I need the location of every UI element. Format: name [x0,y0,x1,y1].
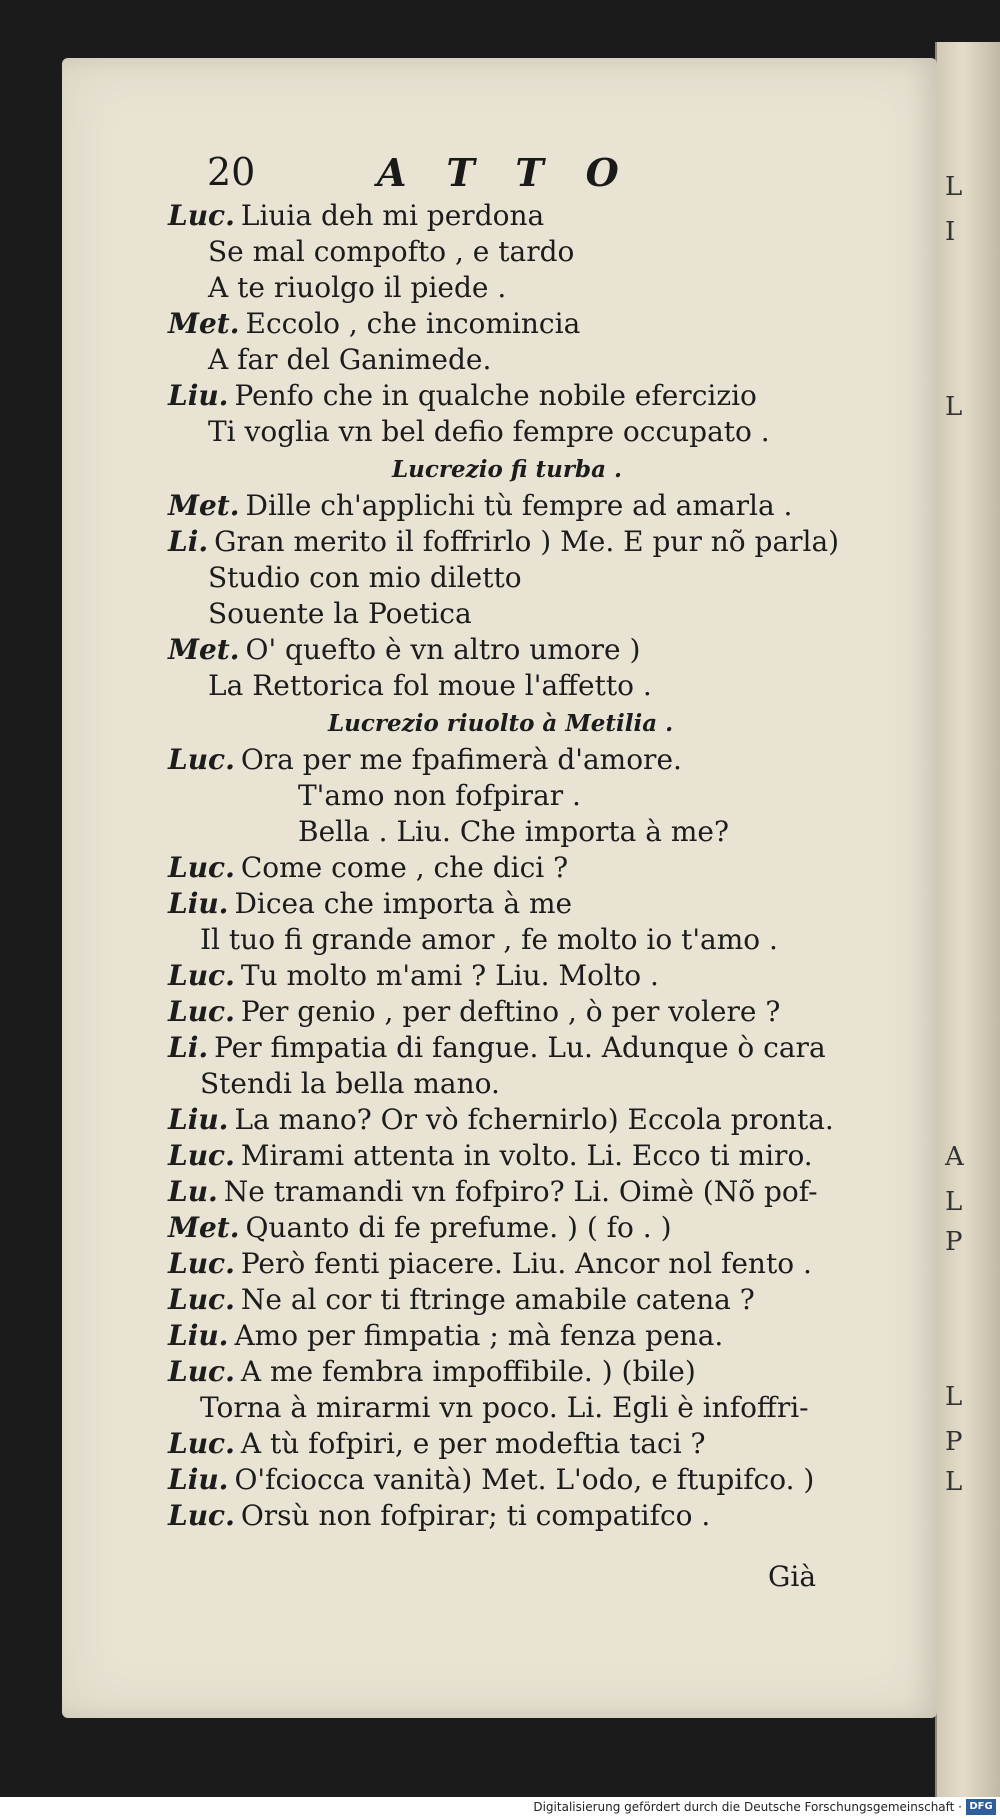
line-text: Se mal compofto , e tardo [208,235,575,268]
speaker-label: Luc. [168,1283,235,1316]
text-line [168,958,659,994]
speaker-label: Li. [168,1031,209,1064]
speaker-label: Met. [168,307,240,340]
text-line [208,414,770,450]
edge-mark: L [945,1467,963,1497]
line-text: Eccolo , che incomincia [245,307,581,340]
line-text: A tù fofpiri, e per modeftia taci ? [240,1427,706,1460]
speaker-label: Luc. [168,1139,235,1172]
speaker-label: Luc. [168,1427,235,1460]
line-text: O'fciocca vanità) Met. L'odo, e ftupifco. ) [234,1463,815,1496]
dfg-logo: DFG [966,1799,996,1815]
text-line [168,1174,818,1210]
speaker-label: Met. [168,1211,240,1244]
text-line [298,814,729,850]
edge-mark: A [945,1142,964,1172]
text-line [168,378,757,414]
line-text: Mirami attenta in volto. Li. Ecco ti miro. [240,1139,813,1172]
speaker-label: Luc. [168,1499,235,1532]
line-text: A te riuolgo il piede . [208,271,507,304]
line-text: Souente la Poetica [208,597,472,630]
text-line [208,560,522,596]
speaker-label: Liu. [168,1319,229,1352]
text-line [168,306,580,342]
line-text: O' quefto è vn altro umore ) [245,633,641,666]
speaker-label: Lu. [168,1175,218,1208]
text-line [168,1354,696,1390]
speaker-label: Luc. [168,1247,235,1280]
edge-mark: L [945,1382,963,1412]
stage-direction [328,706,673,742]
text-line [168,1318,723,1354]
page-header [145,150,665,194]
speaker-label: Luc. [168,199,235,232]
line-text: Amo per fimpatia ; mà fenza pena. [234,1319,724,1352]
edge-mark: P [945,1227,963,1257]
text-line [168,1030,826,1066]
line-text: Il tuo fi grande amor , fe molto io t'amo . [200,923,778,956]
text-line [168,1462,814,1498]
running-head: ATTO [377,150,661,195]
text-line [168,488,792,524]
line-text: A far del Ganimede. [208,343,492,376]
edge-mark: L [945,172,963,202]
line-text: Torna à mirarmi vn poco. Li. Egli è infoffri- [200,1391,809,1424]
text-line [208,234,574,270]
digitization-footer [0,1797,1000,1819]
stage-direction [392,452,622,488]
catchword: Già [768,1560,817,1593]
text-line [168,632,640,668]
edge-mark: I [945,217,956,247]
line-text: T'amo non fofpirar . [298,779,581,812]
speaker-label: Liu. [168,1103,229,1136]
line-text: Dille ch'applichi tù fempre ad amarla . [245,489,793,522]
speaker-label: Met. [168,489,240,522]
line-text: La Rettorica fol moue l'affetto . [208,669,652,702]
text-line [168,1138,813,1174]
footer-credit: Digitalisierung gefördert durch die Deutsche Forschungsgemeinschaft · [533,1800,962,1814]
text-line [208,342,491,378]
line-text: Tu molto m'ami ? Liu. Molto . [240,959,659,992]
text-line [168,198,544,234]
text-line [168,1246,812,1282]
speaker-label: Liu. [168,1463,229,1496]
line-text: La mano? Or vò fchernirlo) Eccola pronta. [234,1103,834,1136]
text-line [208,270,506,306]
text-line [298,778,581,814]
edge-mark: L [945,1187,963,1217]
speaker-label: Luc. [168,851,235,884]
line-text: Ora per me fpafimerà d'amore. [240,743,682,776]
line-text: Bella . Liu. Che importa à me? [298,815,730,848]
line-text: Ne al cor ti ftringe amabile catena ? [240,1283,755,1316]
line-text: Dicea che importa à me [234,887,573,920]
speaker-label: Luc. [168,995,235,1028]
line-text: Penfo che in qualche nobile efercizio [234,379,757,412]
text-line [168,886,572,922]
text-line [168,1282,755,1318]
line-text: Per fimpatia di fangue. Lu. Adunque ò cara [214,1031,826,1064]
facing-page-edge [935,42,1000,1797]
text-line [208,596,472,632]
text-line [168,1426,706,1462]
edge-mark: P [945,1427,963,1457]
line-text: Però fenti piacere. Liu. Ancor nol fento . [240,1247,812,1280]
speaker-label: Luc. [168,959,235,992]
edge-mark: L [945,392,963,422]
line-text: Lucrezio fi turba . [392,456,622,483]
text-line [208,668,652,704]
speaker-label: Luc. [168,1355,235,1388]
text-line [168,1498,710,1534]
speaker-label: Luc. [168,743,235,776]
text-line [168,994,780,1030]
text-line [168,850,568,886]
line-text: Ne tramandi vn fofpiro? Li. Oimè (Nõ pof- [223,1175,818,1208]
text-line [200,1066,500,1102]
text-line [200,1390,809,1426]
line-text: Liuia deh mi perdona [240,199,545,232]
line-text: Come come , che dici ? [240,851,569,884]
line-text: Quanto di fe prefume. ) ( fo . ) [245,1211,672,1244]
speaker-label: Liu. [168,379,229,412]
text-line [168,524,839,560]
text-line [168,1210,672,1246]
line-text: Gran merito il foffrirlo ) Me. E pur nõ parla) [214,525,840,558]
speaker-label: Liu. [168,887,229,920]
speaker-label: Met. [168,633,240,666]
text-line [168,742,682,778]
text-line [200,922,778,958]
speaker-label: Li. [168,525,209,558]
line-text: Orsù non fofpirar; ti compatifco . [240,1499,711,1532]
line-text: Ti voglia vn bel defio fempre occupato . [208,415,770,448]
line-text: A me fembra impoffibile. ) (bile) [240,1355,696,1388]
line-text: Stendi la bella mano. [200,1067,500,1100]
text-line [168,1102,834,1138]
line-text: Per genio , per deftino , ò per volere ? [240,995,781,1028]
page-number: 20 [207,150,256,194]
line-text: Lucrezio riuolto à Metilia . [328,710,674,737]
line-text: Studio con mio diletto [208,561,522,594]
